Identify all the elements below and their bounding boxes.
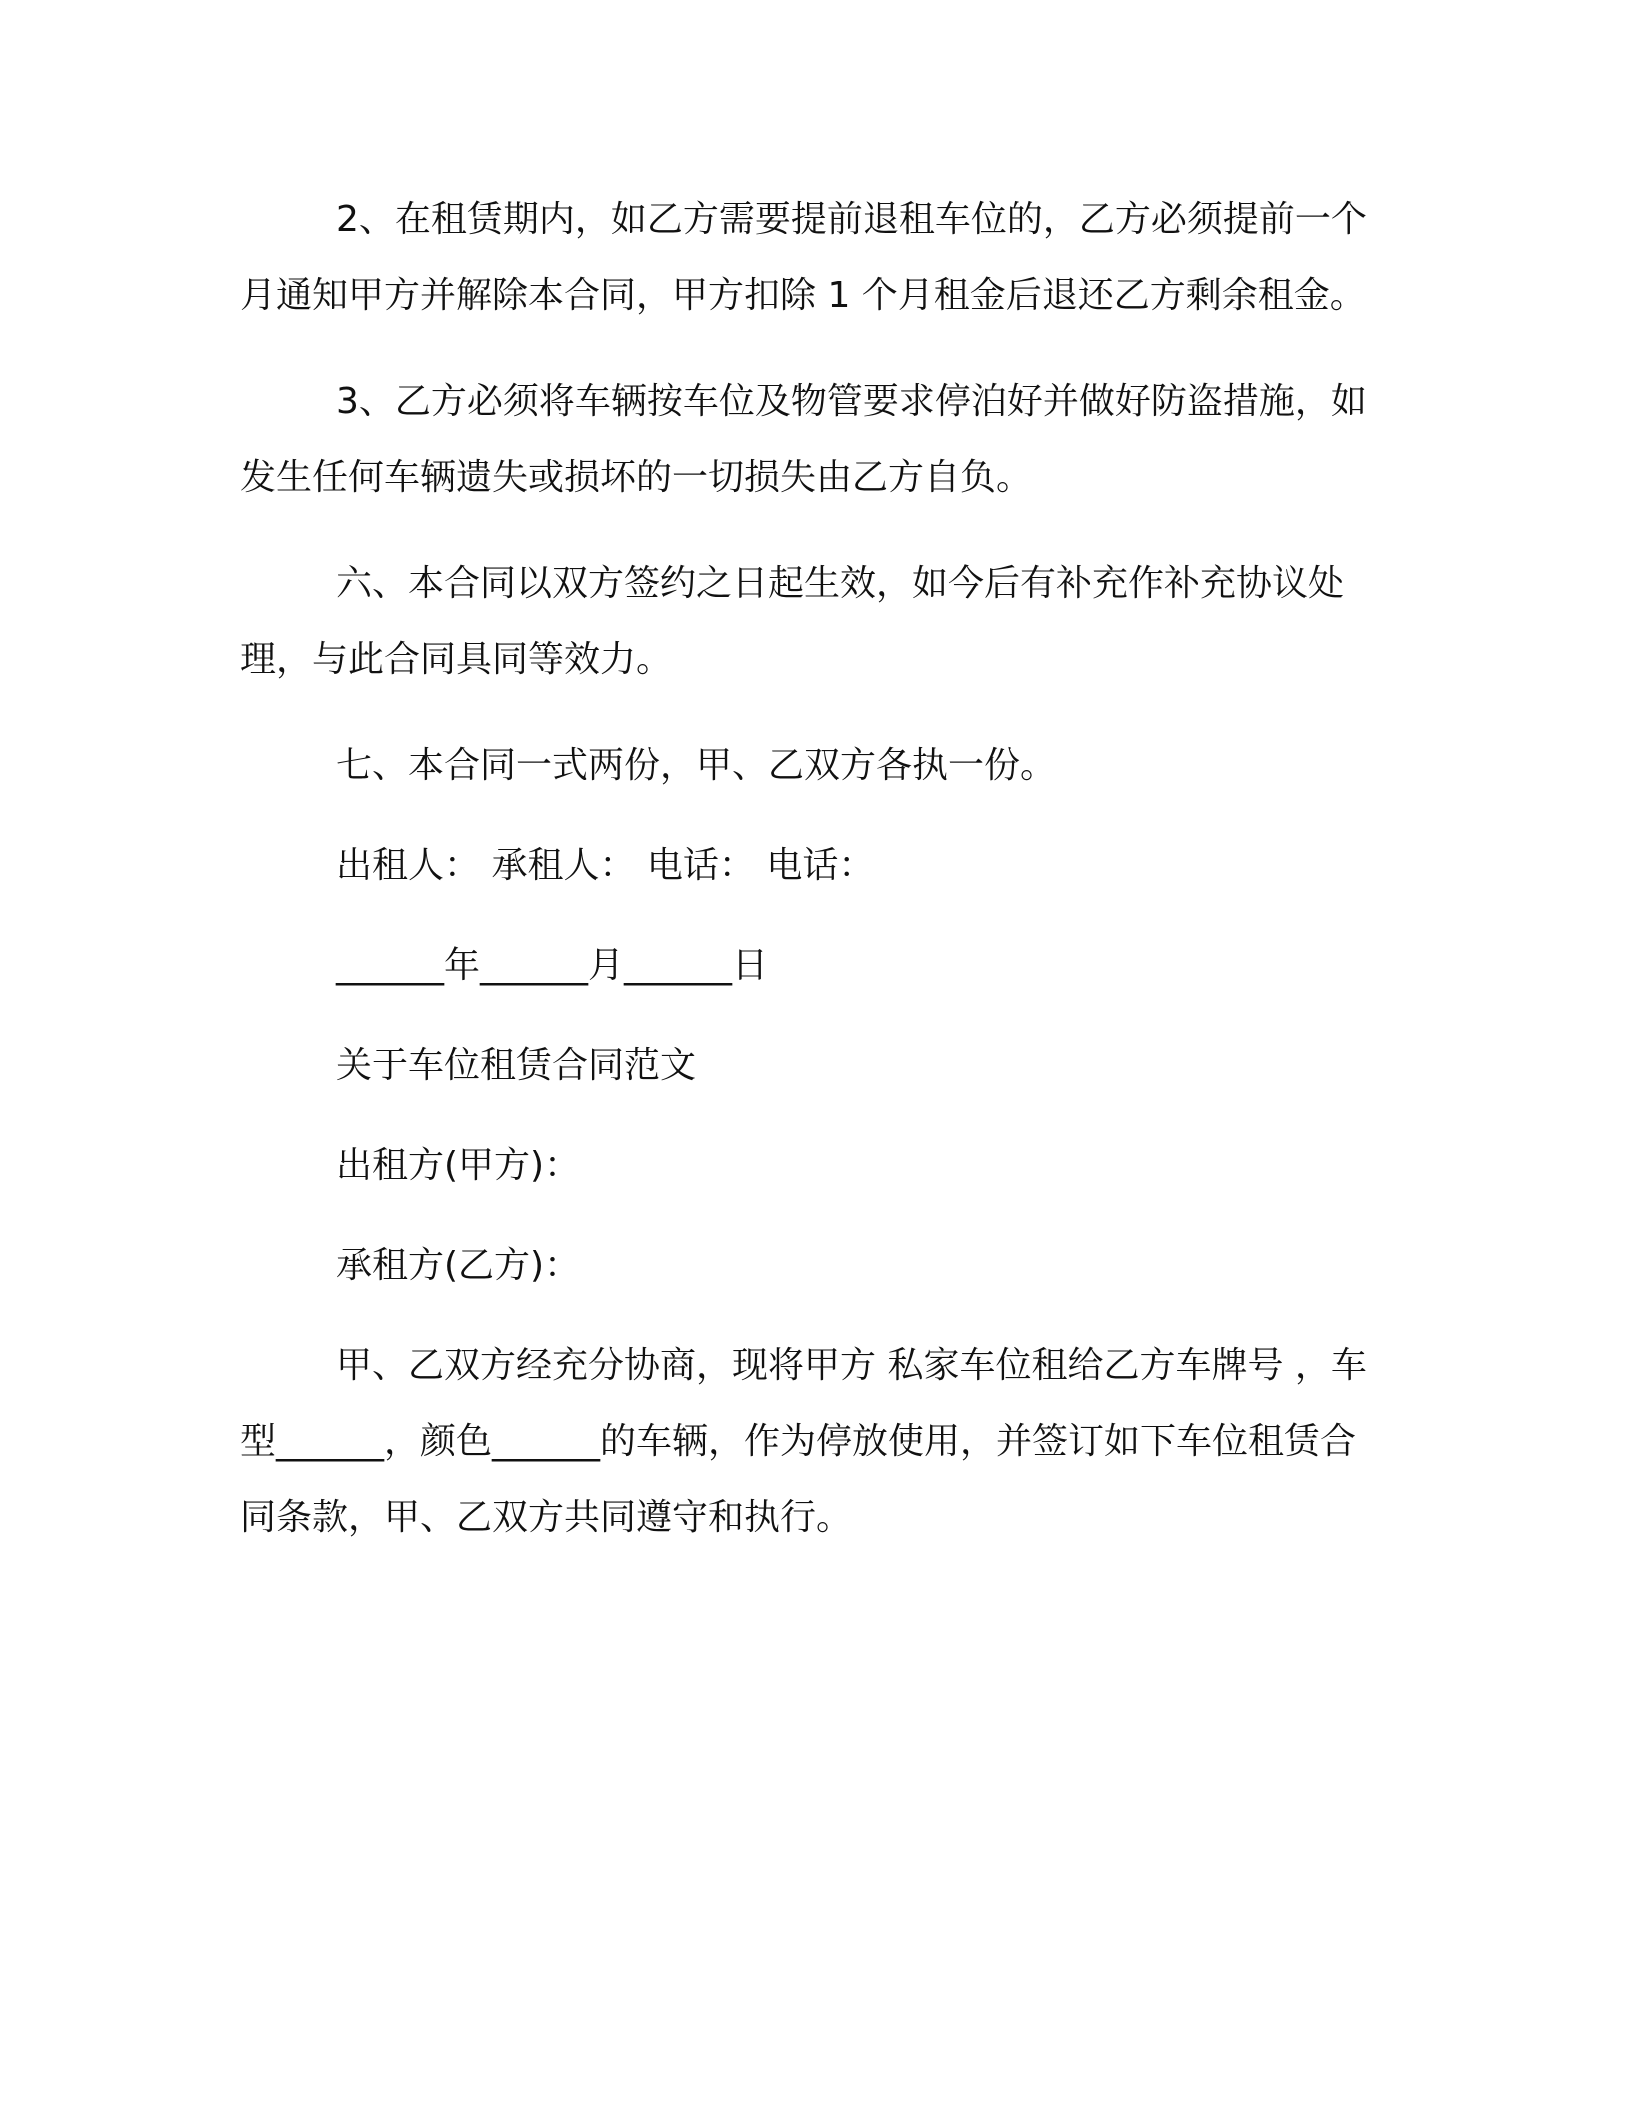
lessee-line: 承租方(乙方)： (336, 1245, 581, 1286)
document-body (240, 182, 1380, 1556)
paragraph-article-7: 七、本合同一式两份，甲、乙双方各执一份。 (336, 745, 1057, 786)
section-heading: 关于车位租赁合同范文 (336, 1045, 697, 1086)
signature-parties-line: 出租人： 承租人： 电话： 电话： (336, 845, 875, 886)
paragraph-article-6: 六、本合同以双方签约之日起生效，如今后有补充作补充协议处理，与此合同具同等效力。 (240, 563, 1345, 680)
date-line: ______年______月______日 (336, 945, 769, 986)
lessor-line: 出租方(甲方)： (336, 1145, 581, 1186)
paragraph-clause-2: 2、在租赁期内，如乙方需要提前退租车位的，乙方必须提前一个月通知甲方并解除本合同，甲方扣除 1 个月租金后退还乙方剩余租金。 (240, 199, 1367, 316)
paragraph-agreement-intro: 甲、乙双方经充分协商，现将甲方 私家车位租给乙方车牌号 ，车型______，颜色______的车辆，作为停放使用，并签订如下车位租赁合同条款，甲、乙双方共同遵守和执行。 (240, 1345, 1367, 1538)
paragraph-clause-3: 3、乙方必须将车辆按车位及物管要求停泊好并做好防盗措施，如发生任何车辆遗失或损坏的一切损失由乙方自负。 (240, 381, 1367, 498)
